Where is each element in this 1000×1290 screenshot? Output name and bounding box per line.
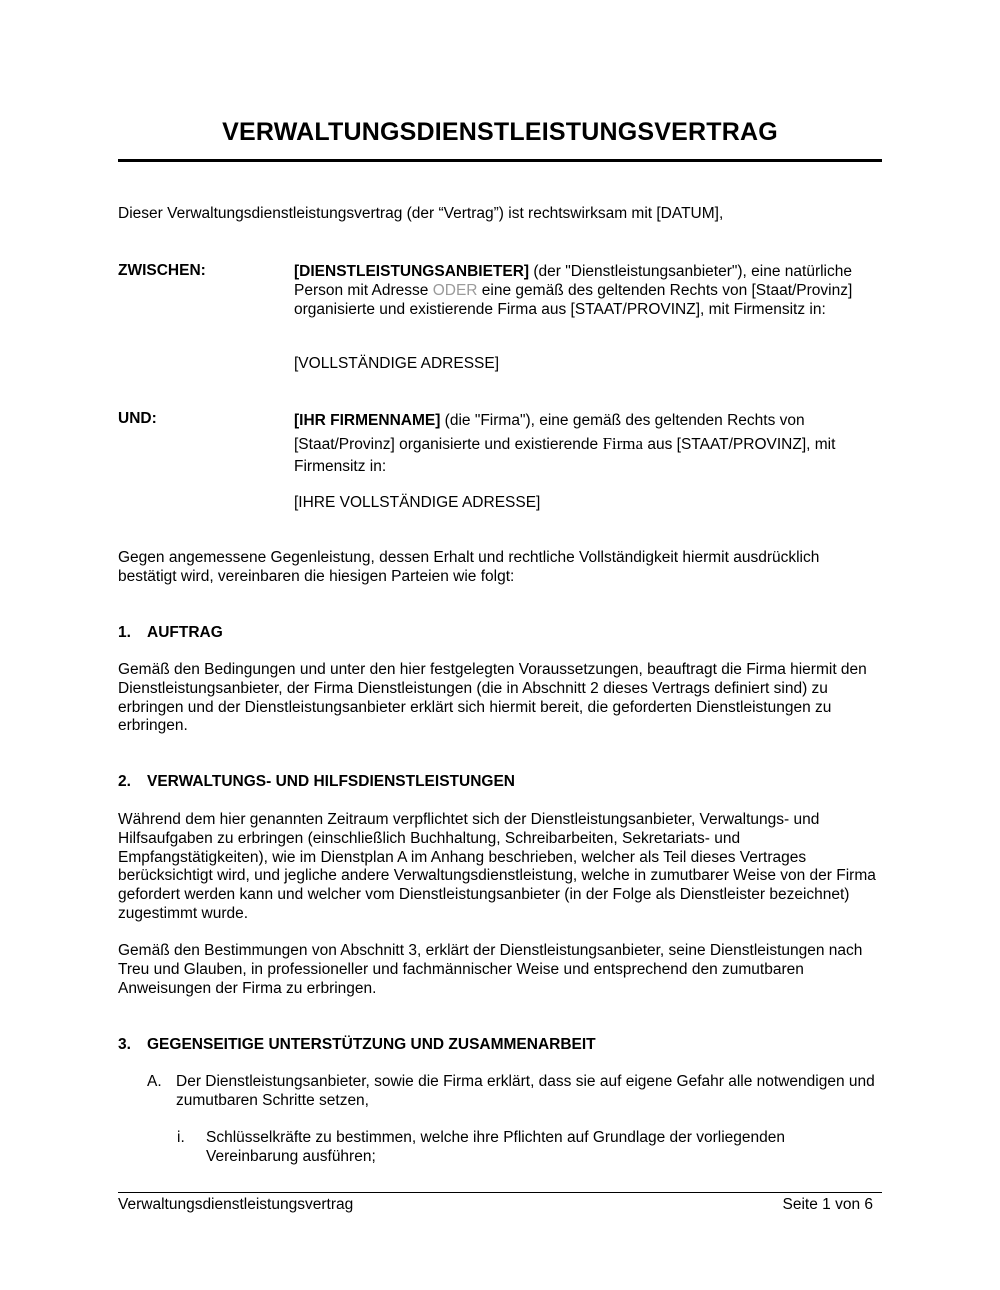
company-name: [IHR FIRMENNAME] [294,412,441,429]
provider-text-a: (der "Dienstleistungsanbieter"), eine natürliche Person mit Adresse [294,263,852,299]
list-item-i: Schlüsselkräfte zu bestimmen, welche ihre Pflichten auf Grundlage der vorliegenden Vereinbarung ausführen; [206,1129,785,1165]
section-2-number: 2. [118,773,131,790]
footer-document-name: Verwaltungsdienstleistungsvertrag [118,1196,354,1213]
company-text-a: (die "Firma"), eine gemäß des geltenden Rechts von [Staat/Provinz] organisierte und existierende [294,412,805,453]
list-marker-i: i. [177,1129,185,1146]
oder-placeholder: ODER [432,282,478,299]
section-1-title: AUFTRAG [147,624,223,641]
provider-name: [DIENSTLEISTUNGSANBIETER] [294,263,530,280]
list-marker-a: A. [147,1073,162,1090]
footer-rule [118,1192,882,1193]
firma-word: Firma [602,433,644,453]
party-label-und: UND: [118,410,157,427]
footer-page-number: Seite 1 von 6 [782,1196,873,1213]
document-title: VERWALTUNGSDIENSTLEISTUNGSVERTRAG [222,118,778,146]
section-3-title: GEGENSEITIGE UNTERSTÜTZUNG UND ZUSAMMENARBEIT [147,1036,596,1053]
section-3-heading [118,1036,596,1054]
section-2-paragraph-2: Gemäß den Bestimmungen von Abschnitt 3, erklärt der Dienstleistungsanbieter, seine Dienstleistungen nach Treu und Glauben, in professioneller und fachmännischer Weise und entsprechend den zumutbaren Anweisungen der Firma zu erbringen. [118,942,863,997]
provider-text-b: eine gemäß des geltenden Rechts von [Staat/Provinz] organisierte und existierende Firma aus [STAAT/PROVINZ], mit Firmensitz in: [294,282,853,318]
section-2-title: VERWALTUNGS- UND HILFSDIENSTLEISTUNGEN [147,773,515,790]
party-text-company [294,410,884,479]
company-address: [IHRE VOLLSTÄNDIGE ADRESSE] [294,494,541,511]
party-text-provider [294,262,884,319]
section-2-paragraph-1: Während dem hier genannten Zeitraum verpflichtet sich der Dienstleistungsanbieter, Verwaltungs- und Hilfsaufgaben zu erbringen (einschließlich Buchhaltung, Schreibarbeiten, Sekretariats- und Empfangstätigkeiten), wie im Dienstplan A im Anhang beschrieben, welcher als Teil dieses Vertrages berücksichtigt wird, und jegliche andere Verwaltungsdienstleistung, welche in zumutbarer Weise von der Firma gefordert werden kann und welcher vom Dienstleistungsanbieter (in der Folge als Dienstleister bezeichnet) zugestimmt wurde. [118,811,876,922]
section-3-number: 3. [118,1036,131,1053]
party-label-zwischen: ZWISCHEN: [118,262,206,279]
list-item-a: Der Dienstleistungsanbieter, sowie die Firma erklärt, dass sie auf eigene Gefahr alle notwendigen und zumutbaren Schritte setzen, [176,1073,875,1109]
intro-paragraph: Dieser Verwaltungsdienstleistungsvertrag (der “Vertrag”) ist rechtswirksam mit [DATUM], [118,205,724,222]
section-1-number: 1. [118,624,131,641]
company-text-b: aus [STAAT/PROVINZ], mit Firmensitz in: [294,435,836,475]
section-1-heading [118,624,223,642]
provider-address: [VOLLSTÄNDIGE ADRESSE] [294,355,500,372]
section-2-heading [118,773,515,791]
title-rule [118,159,882,162]
consideration-paragraph: Gegen angemessene Gegenleistung, dessen Erhalt und rechtliche Vollständigkeit hiermit ausdrücklich bestätigt wird, vereinbaren die hiesigen Parteien wie folgt: [118,549,820,585]
section-1-paragraph: Gemäß den Bedingungen und unter den hier festgelegten Voraussetzungen, beauftragt die Firma hiermit den Dienstleistungsanbieter, der Firma Dienstleistungen (die in Abschnitt 2 dieses Vertrags definiert sind) zu erbringen und der Dienstleistungsanbieter erklärt sich hiermit bereit, die geforderten Dienstleistungen zu erbringen. [118,661,867,735]
